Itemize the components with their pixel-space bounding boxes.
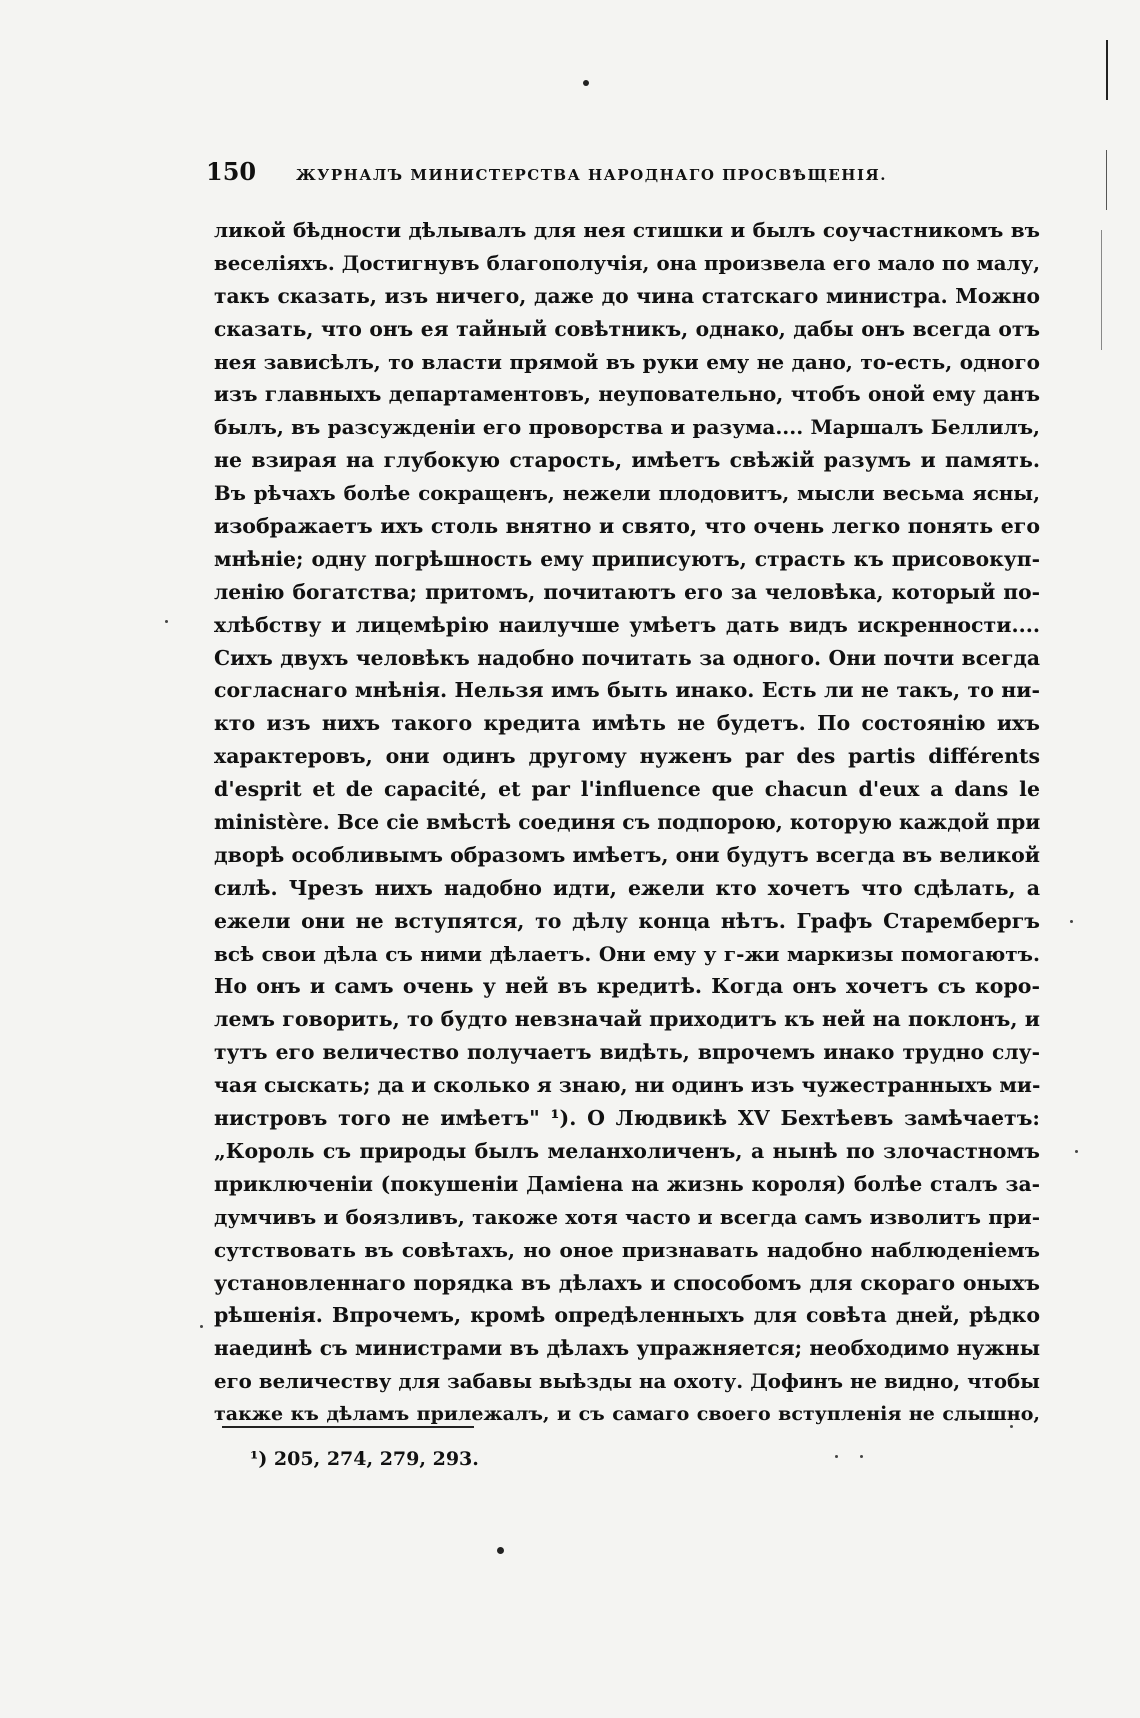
text-line: ленію богатства; притомъ, почитаютъ его за человѣка, который по-: [214, 579, 1040, 604]
text-line: установленнаго порядка въ дѣлахъ и способомъ для скораго оныхъ: [214, 1270, 1040, 1295]
text-line: его величеству для забавы выѣзды на охоту. Дофинъ не видно, чтобы: [214, 1369, 1040, 1394]
text-line: хлѣбству и лицемѣрію наилучше умѣетъ дать видъ искренности....: [214, 612, 1040, 637]
binding-shadow-line: [1106, 150, 1107, 210]
text-line: кто изъ нихъ такого кредита имѣть не будетъ. По состоянію ихъ: [214, 711, 1040, 736]
page-header: [206, 157, 1056, 191]
text-line: нея зависѣлъ, то власти прямой въ руки ему не дано, то-есть, одного: [214, 349, 1040, 374]
text-line: дворѣ особливымъ образомъ имѣетъ, они будутъ всегда въ великой: [214, 842, 1040, 867]
text-line: думчивъ и боязливъ, такоже хотя часто и всегда самъ изволитъ при-: [214, 1204, 1040, 1229]
text-line: согласнаго мнѣнія. Нельзя имъ быть инако. Есть ли не такъ, то ни-: [214, 678, 1040, 703]
text-line: ministère. Все сіе вмѣстѣ соединя съ подпорою, которую каждой при: [214, 810, 1040, 835]
text-line: тутъ его величество получаетъ видѣть, впрочемъ инако трудно слу-: [214, 1040, 1040, 1065]
text-line: приключеніи (покушеніи Даміена на жизнь короля) болѣе сталъ за-: [214, 1171, 1040, 1196]
scan-speck: [1070, 920, 1073, 923]
text-line: сказать, что онъ ея тайный совѣтникъ, однако, дабы онъ всегда отъ: [214, 316, 1040, 341]
text-line: характеровъ, они одинъ другому нуженъ par des partis différents: [214, 744, 1040, 769]
text-line: нистровъ того не имѣетъ" ¹). О Людвикѣ XV Бехтѣевъ замѣчаетъ:: [214, 1106, 1040, 1131]
text-line: Сихъ двухъ человѣкъ надобно почитать за одного. Они почти всегда: [214, 645, 1040, 670]
text-line: „Король съ природы былъ меланхоличенъ, а нынѣ по злочастномъ: [214, 1138, 1040, 1163]
body-text: [214, 214, 1040, 1431]
scan-speck: [860, 1455, 863, 1458]
text-line: d'esprit et de capacité, et par l'influence que chacun d'eux a dans le: [214, 777, 1040, 802]
text-line: чая сыскать; да и сколько я знаю, ни одинъ изъ чужестранныхъ ми-: [214, 1073, 1040, 1098]
text-line: веселіяхъ. Достигнувъ благополучія, она произвела его мало по малу,: [214, 250, 1040, 275]
text-line: не взирая на глубокую старость, имѣетъ свѣжій разумъ и память.: [214, 448, 1040, 473]
text-line: мнѣніе; одну погрѣшность ему приписуютъ, страсть къ присовокуп-: [214, 546, 1040, 571]
text-line: Въ рѣчахъ болѣе сокращенъ, нежели плодовитъ, мысли весьма ясны,: [214, 481, 1040, 506]
text-line: сутствовать въ совѣтахъ, но оное признавать надобно наблюденіемъ: [214, 1237, 1040, 1262]
text-line: изображаетъ ихъ столь внятно и свято, что очень легко понять его: [214, 514, 1040, 539]
text-line: ликой бѣдности дѣлывалъ для нея стишки и былъ соучастникомъ въ: [214, 218, 1040, 242]
text-line: ежели они не вступятся, то дѣлу конца нѣтъ. Графъ Старембергъ: [214, 908, 1040, 933]
text-line: такъ сказать, изъ ничего, даже до чина статскаго министра. Можно: [214, 283, 1040, 308]
text-line: былъ, въ разсужденіи его проворства и разума.... Маршалъ Беллилъ,: [214, 415, 1040, 440]
text-line: изъ главныхъ департаментовъ, неуповательно, чтобъ оной ему данъ: [214, 382, 1040, 407]
scan-speck: [497, 1547, 504, 1554]
text-line: Но онъ и самъ очень у ней въ кредитѣ. Когда онъ хочетъ съ коро-: [214, 974, 1040, 999]
page-number: 150: [206, 157, 257, 186]
footnote: ¹) 205, 274, 279, 293.: [250, 1448, 479, 1470]
scan-speck: [1075, 1150, 1078, 1153]
text-line: лемъ говорить, то будто невзначай приходитъ къ ней на поклонъ, и: [214, 1007, 1040, 1032]
text-line: наединѣ съ министрами въ дѣлахъ упражняется; необходимо нужны: [214, 1336, 1040, 1361]
footnote-divider: [222, 1426, 474, 1428]
text-line: рѣшенія. Впрочемъ, кромѣ опредѣленныхъ для совѣта дней, рѣдко: [214, 1303, 1040, 1328]
running-head: ЖУРНАЛЪ МИНИСТЕРСТВА НАРОДНАГО ПРОСВѢЩЕНІЯ.: [296, 166, 887, 184]
scan-speck: [835, 1455, 838, 1458]
scan-speck: [583, 80, 589, 86]
scan-speck: [200, 1325, 203, 1328]
text-line: всѣ свои дѣла съ ними дѣлаетъ. Они ему у г-жи маркизы помогаютъ.: [214, 941, 1040, 966]
text-line: также къ дѣламъ прилежалъ, и съ самаго своего вступленія не слышно,: [214, 1403, 1040, 1426]
binding-shadow-line: [1101, 230, 1102, 350]
binding-shadow-line: [1106, 40, 1108, 100]
scan-speck: [165, 620, 168, 623]
text-line: силѣ. Чрезъ нихъ надобно идти, ежели кто хочетъ что сдѣлать, а: [214, 875, 1040, 900]
